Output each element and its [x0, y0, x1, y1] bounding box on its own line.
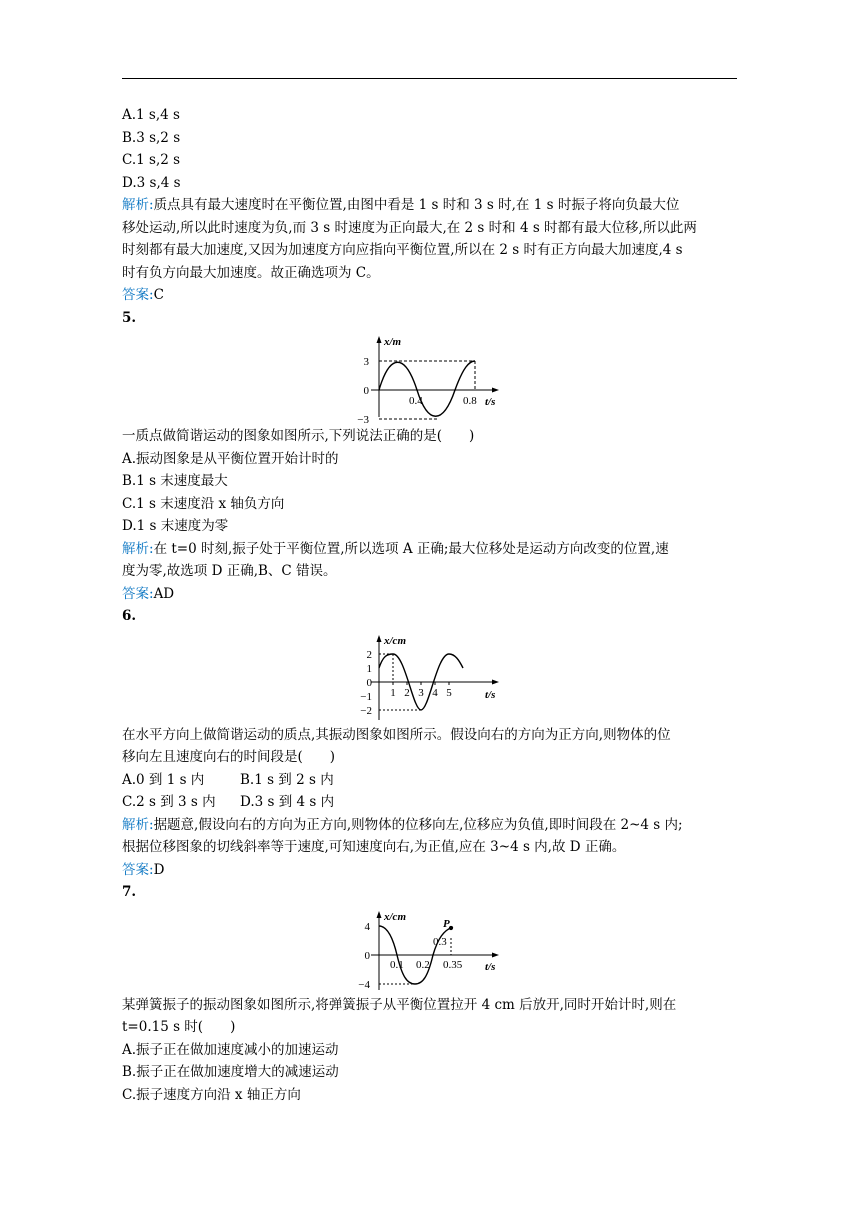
y-axis-arrow [377, 911, 382, 918]
x-tick-label: 2 [404, 686, 410, 699]
sine-curve [379, 361, 475, 416]
option-c: C.2 s 到 3 s 内 [122, 794, 216, 810]
option-d: D.1 s 末速度为零 [122, 518, 229, 534]
x-axis-arrow [492, 679, 499, 684]
option-d: D.3 s,4 s [122, 174, 181, 191]
y-tick-label: 2 [366, 648, 372, 661]
y-tick-label: −3 [357, 414, 369, 425]
x-tick-label: 0.35 [443, 958, 463, 971]
q5-figure [357, 333, 507, 425]
option-d: D.3 s 到 4 s 内 [240, 794, 335, 810]
analysis-text: 度为零,故选项 D 正确,B、C 错误。 [122, 563, 337, 579]
option-a: A.振子正在做加速度减小的加速运动 [122, 1041, 339, 1058]
x-tick-label: 0.4 [409, 395, 423, 407]
x-axis-label: t/s [485, 960, 496, 973]
q6-number: 6. [122, 608, 137, 624]
x-tick-label: 0.8 [463, 395, 477, 407]
q6-question [122, 724, 742, 769]
q4-options [122, 104, 742, 194]
x-axis-label: t/s [485, 688, 496, 701]
y-tick-label: −2 [360, 704, 372, 717]
header-rule [122, 78, 737, 79]
y-tick-label: −1 [360, 690, 372, 703]
x-tick-label: 1 [390, 686, 396, 699]
x-tick-label: 3 [418, 686, 424, 699]
q6-figure [357, 632, 507, 724]
q5-question: 一质点做简谐运动的图象如图所示,下列说法正确的是( ) [122, 428, 475, 444]
q6-analysis [122, 814, 742, 859]
answer-label: 答案: [122, 585, 154, 602]
option-b: B.振子正在做加速度增大的减速运动 [122, 1064, 339, 1080]
analysis-text: 移处运动,所以此时速度为负,而 3 s 时速度为正向最大,在 2 s 时和 4 s 时都有最大位移,所以此两 [122, 219, 697, 236]
analysis-label: 解析: [122, 816, 154, 833]
analysis-text: 在 t=0 时刻,振子处于平衡位置,所以选项 A 正确;最大位移处是运动方向改变的位置,速 [153, 540, 669, 557]
q5-number: 5. [122, 309, 137, 326]
point-p-label: P [443, 917, 450, 930]
x-tick-label: 0.3 [433, 935, 447, 948]
y-axis-label: x/m [384, 336, 402, 348]
q5-analysis [122, 538, 742, 583]
y-tick-label: 4 [364, 920, 370, 933]
option-c: C.1 s,2 s [122, 152, 181, 168]
x-tick-label: 0.2 [416, 958, 430, 971]
question-text: 在水平方向上做简谐运动的质点,其振动图象如图所示。假设向右的方向为正方向,则物体的位 [122, 726, 671, 743]
answer-value: D [153, 861, 165, 878]
analysis-text: 根据位移图象的切线斜率等于速度,可知速度向右,为正值,应在 3~4 s 内,故 D 正确。 [122, 839, 626, 855]
question-text: t=0.15 s 时( ) [122, 1019, 236, 1035]
y-axis-arrow [377, 635, 382, 642]
answer-value: C [153, 287, 164, 303]
answer-label: 答案: [122, 287, 154, 303]
analysis-label: 解析: [122, 197, 154, 213]
option-c: C.1 s 末速度沿 x 轴负方向 [122, 495, 285, 512]
x-tick-label: 0.1 [390, 958, 404, 971]
y-tick-label: −4 [358, 978, 370, 991]
option-b: B.3 s,2 s [122, 129, 181, 146]
question-text: 某弹簧振子的振动图象如图所示,将弹簧振子从平衡位置拉开 4 cm 后放开,同时开始计时,则在 [122, 996, 677, 1013]
option-a: A.1 s,4 s [122, 107, 180, 123]
origin-label: 0 [366, 676, 372, 689]
x-tick-label: 5 [446, 686, 452, 699]
x-axis-arrow [492, 388, 499, 393]
analysis-label: 解析: [122, 540, 154, 557]
q5-answer [122, 583, 742, 606]
q5-options [122, 448, 742, 538]
q6-answer [122, 859, 742, 882]
option-a: A.0 到 1 s 内 [122, 771, 205, 788]
x-tick-label: 4 [432, 686, 438, 699]
origin-label: 0 [363, 385, 369, 397]
q7-figure [357, 908, 507, 994]
q7-question [122, 994, 742, 1039]
q4-analysis [122, 194, 742, 284]
analysis-text: 时有负方向最大加速度。故正确选项为 C。 [122, 264, 380, 281]
q6-options [122, 769, 742, 814]
page-content [122, 104, 742, 1106]
q7-options [122, 1039, 742, 1107]
y-axis-label: x/cm [384, 634, 406, 647]
origin-label: 0 [364, 949, 370, 962]
q4-answer [122, 284, 742, 307]
x-axis-arrow [492, 952, 499, 957]
y-axis-label: x/cm [384, 910, 406, 923]
option-b: B.1 s 末速度最大 [122, 473, 228, 489]
point-p-marker [449, 926, 452, 929]
x-axis-label: t/s [485, 396, 496, 408]
question-text: 移向左且速度向右的时间段是( ) [122, 749, 336, 765]
option-a: A.振动图象是从平衡位置开始计时的 [122, 450, 339, 467]
answer-label: 答案: [122, 861, 154, 878]
y-tick-label: 1 [366, 662, 372, 675]
answer-value: AD [153, 585, 175, 602]
analysis-text: 据题意,假设向右的方向为正方向,则物体的位移向左,位移应为负值,即时间段在 2~4 s 内; [153, 816, 683, 833]
option-c: C.振子速度方向沿 x 轴正方向 [122, 1086, 301, 1103]
option-b: B.1 s 到 2 s 内 [240, 771, 334, 788]
q7-number: 7. [122, 884, 137, 900]
y-tick-label: 3 [363, 356, 369, 368]
y-axis-arrow [377, 336, 382, 343]
analysis-text: 质点具有最大速度时在平衡位置,由图中看是 1 s 时和 3 s 时,在 1 s 时振子将向负最大位 [153, 197, 680, 213]
analysis-text: 时刻都有最大加速度,又因为加速度方向应指向平衡位置,所以在 2 s 时有正方向最大加速度,4 s [122, 242, 683, 258]
